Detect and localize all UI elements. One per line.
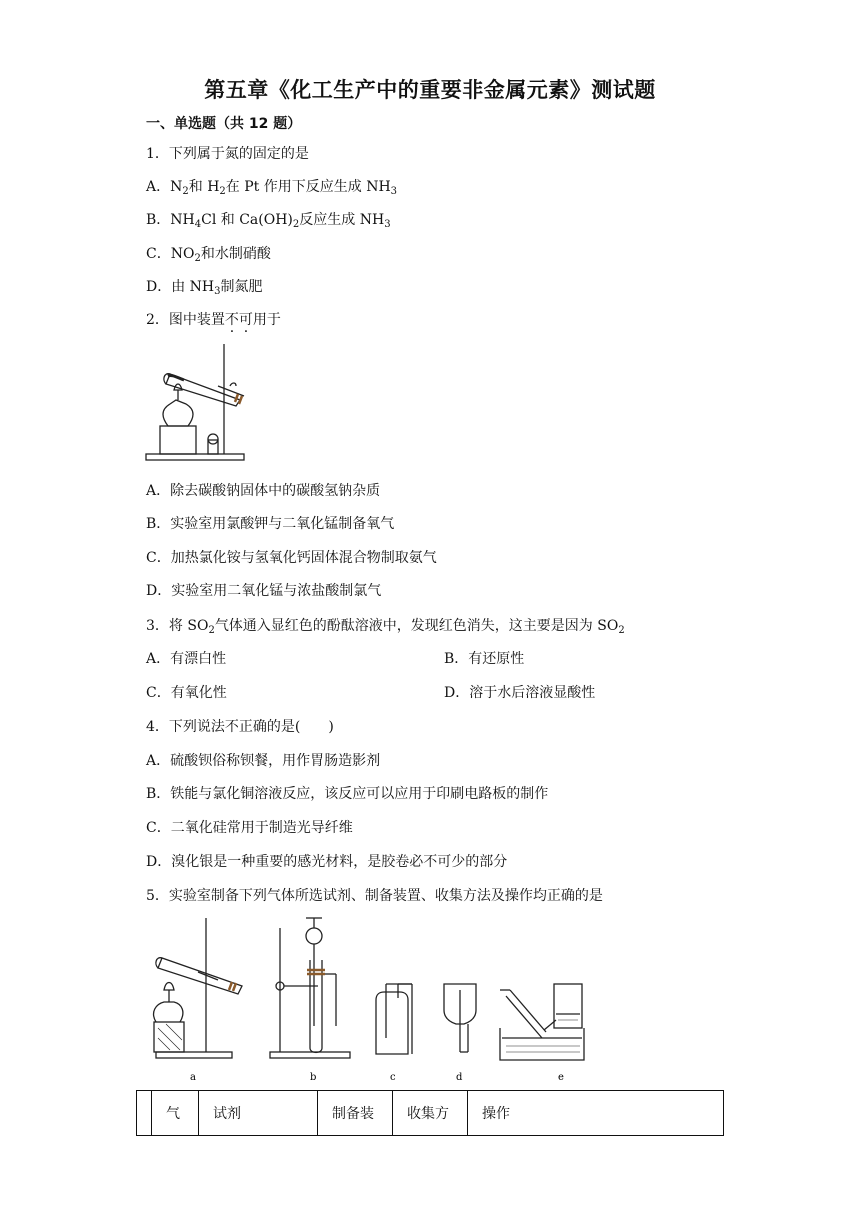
q3-option-c: C．有氧化性 bbox=[146, 685, 227, 701]
table-header-cell: 制备装 bbox=[318, 1091, 393, 1136]
table-header-row bbox=[137, 1091, 724, 1136]
q3-option-d: D．溶于水后溶液显酸性 bbox=[444, 685, 596, 701]
q2-apparatus-figure bbox=[144, 340, 248, 464]
q4-option-a: A．硫酸钡俗称钡餐，用作胃肠造影剂 bbox=[146, 753, 381, 769]
q3-stem: 3．将 $SO_2$气体通入显红色的酚酞溶液中，发现红色消失，这主要是因为 $SO_2$ bbox=[146, 618, 625, 636]
table-header-cell: 试剂 bbox=[199, 1091, 318, 1136]
fig-label-d: d bbox=[456, 1072, 463, 1083]
q5-stem: 5．实验室制备下列气体所选试剂、制备装置、收集方法及操作均正确的是 bbox=[146, 888, 603, 904]
fig-label-e: e bbox=[558, 1072, 564, 1083]
fig-label-c: c bbox=[390, 1072, 396, 1083]
q2-stem: 2．图中装置不可用于 bbox=[146, 312, 281, 328]
table-header-cell: 收集方 bbox=[393, 1091, 468, 1136]
section-heading: 一、单选题（共 12 题） bbox=[146, 116, 302, 132]
table-header-cell: 气 bbox=[152, 1091, 199, 1136]
q5-table bbox=[136, 1090, 724, 1136]
page-title: 第五章《化工生产中的重要非金属元素》测试题 bbox=[204, 78, 656, 102]
q2-option-d: D．实验室用二氧化锰与浓盐酸制氯气 bbox=[146, 583, 382, 599]
q1-option-a: A．$N_2$和 $H_2$在 Pt 作用下反应生成 $NH_3$ bbox=[146, 179, 398, 197]
table-header-cell bbox=[137, 1091, 152, 1136]
q5-apparatus-figure bbox=[150, 914, 602, 1086]
q2-option-c: C．加热氯化铵与氢氧化钙固体混合物制取氨气 bbox=[146, 550, 437, 566]
fig-label-a: a bbox=[190, 1072, 196, 1083]
q3-option-b: B．有还原性 bbox=[444, 651, 525, 667]
q2-option-b: B．实验室用氯酸钾与二氧化锰制备氧气 bbox=[146, 516, 395, 532]
table-header-cell: 操作 bbox=[468, 1091, 724, 1136]
q4-option-b: B．铁能与氯化铜溶液反应，该反应可以应用于印刷电路板的制作 bbox=[146, 786, 549, 802]
fig-label-b: b bbox=[310, 1072, 317, 1083]
q4-option-d: D．溴化银是一种重要的感光材料，是胶卷必不可少的部分 bbox=[146, 854, 508, 870]
q3-option-a: A．有漂白性 bbox=[146, 651, 227, 667]
q1-option-d: D．由 $NH_3$制氮肥 bbox=[146, 279, 263, 297]
q4-option-c: C．二氧化硅常用于制造光导纤维 bbox=[146, 820, 353, 836]
q1-option-c: C．$NO_2$和水制硝酸 bbox=[146, 246, 271, 264]
q1-stem: 1．下列属于氮的固定的是 bbox=[146, 146, 309, 162]
q1-option-b: B．$NH_4Cl$ 和 $Ca(OH)_2$反应生成 $NH_3$ bbox=[146, 212, 391, 230]
q4-stem: 4．下列说法不正确的是( ) bbox=[146, 719, 334, 735]
q2-option-a: A．除去碳酸钠固体中的碳酸氢钠杂质 bbox=[146, 483, 381, 499]
